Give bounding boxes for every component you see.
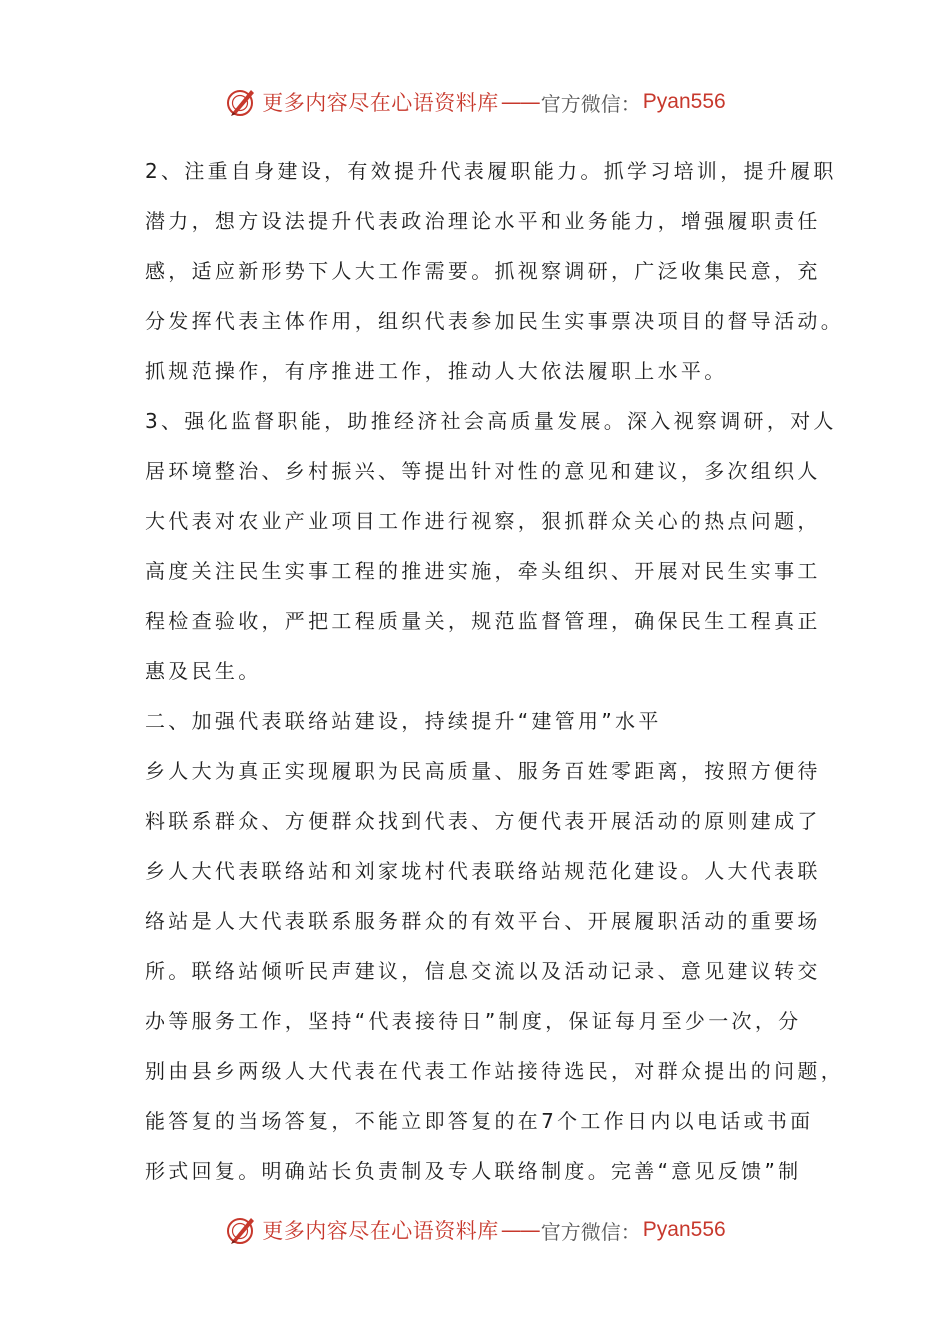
body-line: 抓规范操作，有序推进工作，推动人大依法履职上水平。: [145, 359, 728, 383]
footer-dash: ——: [500, 1218, 539, 1242]
body-line: 程检查验收，严把工程质量关，规范监督管理，确保民生工程真正: [145, 609, 821, 633]
body-line: 高度关注民生实事工程的推进实施，牵头组织、开展对民生实事工: [145, 559, 821, 583]
pen-logo-icon: [224, 85, 258, 119]
body-line: 络站是人大代表联系服务群众的有效平台、开展履职活动的重要场: [145, 909, 821, 933]
body-line: 料联系群众、方便群众找到代表、方便代表开展活动的原则建成了: [145, 809, 821, 833]
body-line: 别由县乡两级人大代表在代表工作站接待选民，对群众提出的问题，: [145, 1059, 844, 1083]
body-line: 居环境整治、乡村振兴、等提出针对性的意见和建议，多次组织人: [145, 459, 821, 483]
body-line: 形式回复。明确站长负责制及专人联络制度。完善“意见反馈”制: [145, 1159, 802, 1183]
header-watermark: [0, 82, 950, 122]
header-wechat-id: Pyan556: [642, 90, 726, 113]
footer-watermark: [0, 1210, 950, 1250]
footer-wechat-id: Pyan556: [642, 1218, 726, 1241]
body-line: 能答复的当场答复，不能立即答复的在7个工作日内以电话或书面: [145, 1109, 814, 1133]
body-line: 乡人大为真正实现履职为民高质量、服务百姓零距离，按照方便待: [145, 759, 821, 783]
section-heading: 二、加强代表联络站建设，持续提升“建管用”水平: [145, 709, 662, 733]
body-line: 惠及民生。: [145, 659, 262, 683]
body-line: 3、强化监督职能，助推经济社会高质量发展。深入视察调研，对人: [145, 409, 837, 433]
body-line: 大代表对农业产业项目工作进行视察，狠抓群众关心的热点问题，: [145, 509, 821, 533]
body-line: 2、注重自身建设，有效提升代表履职能力。抓学习培训，提升履职: [145, 159, 837, 183]
footer-wechat-label: 官方微信：: [540, 1219, 641, 1244]
header-brand-text: 更多内容尽在心语资料库: [262, 91, 499, 115]
body-line: 感，适应新形势下人大工作需要。抓视察调研，广泛收集民意，充: [145, 259, 821, 283]
document-body: [145, 146, 844, 1196]
body-line: 潜力，想方设法提升代表政治理论水平和业务能力，增强履职责任: [145, 209, 821, 233]
pen-logo-icon: [224, 1213, 258, 1247]
body-line: 所。联络站倾听民声建议，信息交流以及活动记录、意见建议转交: [145, 959, 821, 983]
body-line: 办等服务工作，坚持“代表接待日”制度，保证每月至少一次，分: [145, 1009, 802, 1033]
footer-brand-text: 更多内容尽在心语资料库: [262, 1219, 499, 1243]
body-line: 乡人大代表联络站和刘家垅村代表联络站规范化建设。人大代表联: [145, 859, 821, 883]
header-dash: ——: [500, 90, 539, 114]
header-wechat-label: 官方微信：: [540, 91, 641, 116]
body-line: 分发挥代表主体作用，组织代表参加民生实事票决项目的督导活动。: [145, 309, 844, 333]
